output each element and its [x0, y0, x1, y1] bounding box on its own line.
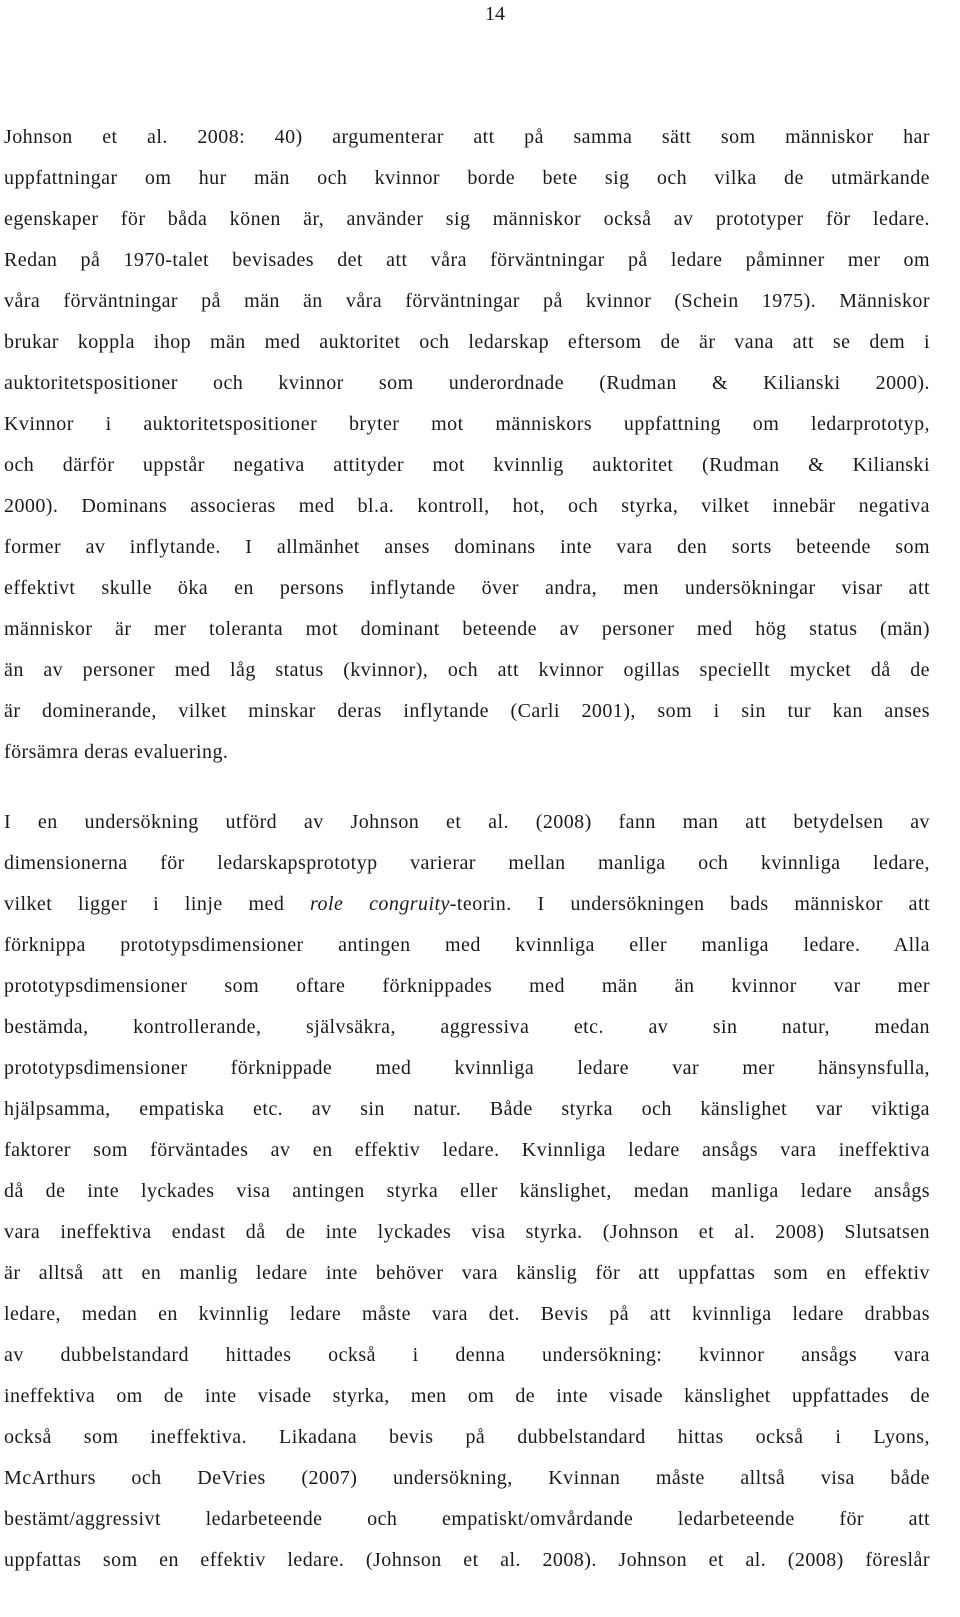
text-line: våra förväntningar på män än våra förväntningar på kvinnor (Schein 1975). Människor — [4, 290, 930, 312]
text-line: hjälpsamma, empatiska etc. av sin natur. Både styrka och känslighet var viktiga — [4, 1098, 930, 1120]
text-line: ineffektiva om de inte visade styrka, men om de inte visade känslighet uppfattades de — [4, 1385, 930, 1407]
document-body — [4, 117, 930, 1581]
text-line: också som ineffektiva. Likadana bevis på dubbelstandard hittas också i Lyons, — [4, 1426, 930, 1448]
text-line: försämra deras evaluering. — [4, 741, 229, 763]
text-line: 2000). Dominans associeras med bl.a. kontroll, hot, och styrka, vilket innebär negativa — [4, 495, 930, 517]
page-number: 14 — [485, 3, 505, 25]
text-line: förknippa prototypsdimensioner antingen med kvinnliga eller manliga ledare. Alla — [4, 934, 930, 956]
text-line: uppfattas som en effektiv ledare. (Johnson et al. 2008). Johnson et al. (2008) föreslår — [4, 1549, 930, 1571]
text-line: är alltså att en manlig ledare inte behöver vara känslig för att uppfattas som en effektiv — [4, 1262, 930, 1284]
text-line: ledare, medan en kvinnlig ledare måste vara det. Bevis på att kvinnliga ledare drabbas — [4, 1303, 930, 1325]
paragraph-gap — [4, 773, 930, 802]
text-line: dimensionerna för ledarskapsprototyp varierar mellan manliga och kvinnliga ledare, — [4, 852, 930, 874]
text-line: människor är mer toleranta mot dominant beteende av personer med hög status (män) — [4, 618, 930, 640]
text-line: faktorer som förväntades av en effektiv ledare. Kvinnliga ledare ansågs vara ineffektiva — [4, 1139, 930, 1161]
text-line: prototypsdimensioner förknippade med kvinnliga ledare var mer hänsynsfulla, — [4, 1057, 930, 1079]
text-line: former av inflytande. I allmänhet anses dominans inte vara den sorts beteende som — [4, 536, 930, 558]
text-line: vara ineffektiva endast då de inte lyckades visa styrka. (Johnson et al. 2008) Slutsatsen — [4, 1221, 930, 1243]
paragraph-1 — [4, 117, 930, 773]
text-line: Johnson et al. 2008: 40) argumenterar att på samma sätt som människor har — [4, 126, 930, 148]
text-line: bestämt/aggressivt ledarbeteende och empatiskt/omvårdande ledarbeteende för att — [4, 1508, 930, 1530]
text-segment: vilket ligger i linje med — [4, 893, 311, 915]
text-line: brukar koppla ihop män med auktoritet och ledarskap eftersom de är vana att se dem i — [4, 331, 930, 353]
text-line: egenskaper för båda könen är, använder sig människor också av prototyper för ledare. — [4, 208, 930, 230]
text-line: Redan på 1970-talet bevisades det att våra förväntningar på ledare påminner mer om — [4, 249, 930, 271]
text-line: än av personer med låg status (kvinnor), och att kvinnor ogillas speciellt mycket då de — [4, 659, 930, 681]
text-line: då de inte lyckades visa antingen styrka eller känslighet, medan manliga ledare ansågs — [4, 1180, 930, 1202]
text-line: prototypsdimensioner som oftare förknippades med män än kvinnor var mer — [4, 975, 930, 997]
text-line: I en undersökning utförd av Johnson et al. (2008) fann man att betydelsen av — [4, 811, 930, 833]
text-line: auktoritetspositioner och kvinnor som underordnade (Rudman & Kilianski 2000). — [4, 372, 930, 394]
text-line-with-italic — [4, 884, 930, 925]
text-line: av dubbelstandard hittades också i denna undersökning: kvinnor ansågs vara — [4, 1344, 930, 1366]
italic-term: role congruity — [310, 893, 450, 915]
text-line: effektivt skulle öka en persons inflytande över andra, men undersökningar visar att — [4, 577, 930, 599]
text-segment: -teorin. I undersökningen bads människor att — [449, 893, 931, 915]
text-line: McArthurs och DeVries (2007) undersökning, Kvinnan måste alltså visa både — [4, 1467, 930, 1489]
text-line: är dominerande, vilket minskar deras inflytande (Carli 2001), som i sin tur kan anses — [4, 700, 930, 722]
paragraph-2 — [4, 802, 930, 1581]
text-line: Kvinnor i auktoritetspositioner bryter mot människors uppfattning om ledarprototyp, — [4, 413, 930, 435]
text-line: uppfattningar om hur män och kvinnor borde bete sig och vilka de utmärkande — [4, 167, 930, 189]
text-line: och därför uppstår negativa attityder mot kvinnlig auktoritet (Rudman & Kilianski — [4, 454, 930, 476]
text-line: bestämda, kontrollerande, självsäkra, aggressiva etc. av sin natur, medan — [4, 1016, 930, 1038]
